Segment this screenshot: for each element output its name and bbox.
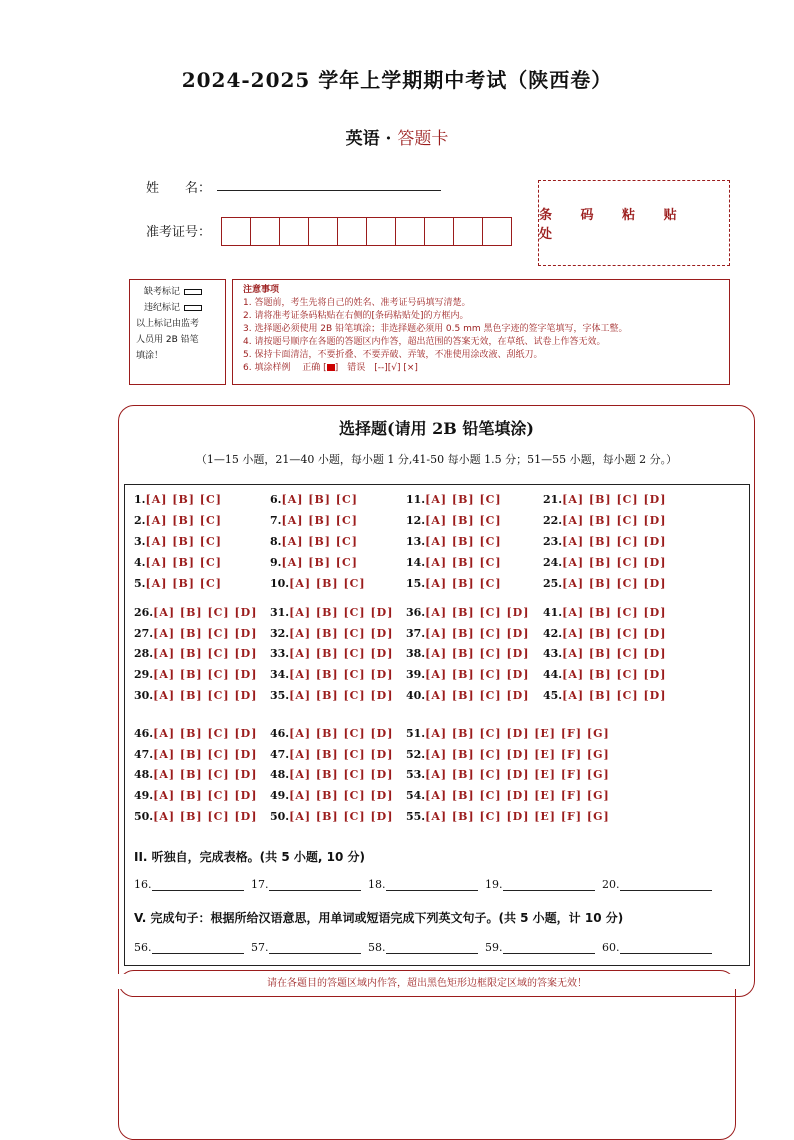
blank-num: 18.: [368, 878, 386, 891]
question-number: 39.: [406, 668, 426, 681]
answer-options[interactable]: [A] [B] [C] [D]: [153, 810, 258, 823]
choice-question[interactable]: [406, 493, 502, 506]
answer-blank[interactable]: [152, 941, 244, 954]
answer-options[interactable]: [A] [B] [C] [D]: [289, 748, 394, 761]
blank-num: 60.: [602, 941, 620, 954]
absent-mark-checkbox[interactable]: [184, 289, 202, 295]
question-number: 30.: [134, 689, 154, 702]
question-number: 29.: [134, 668, 154, 681]
choice-question[interactable]: [134, 810, 257, 823]
question-number: 48.: [270, 768, 290, 781]
notice-title: 注意事项: [243, 285, 280, 295]
notice-item: 3. 选择题必须使用 2B 铅笔填涂；非选择题必须用 0.5 mm 黑色字迹的签字笔填写，字体工整。: [243, 324, 628, 334]
answer-options[interactable]: [A] [B] [C] [D]: [153, 627, 258, 640]
choice-question[interactable]: [406, 810, 610, 823]
choice-question[interactable]: [134, 789, 257, 802]
answer-options[interactable]: [A] [B] [C] [D]: [289, 689, 394, 702]
answer-options[interactable]: [A] [B] [C]: [425, 556, 502, 569]
blank-num: 59.: [485, 941, 503, 954]
answer-options[interactable]: [A] [B] [C] [D]: [289, 768, 394, 781]
answer-blank[interactable]: [269, 878, 361, 891]
choice-question[interactable]: [406, 789, 610, 802]
choice-question[interactable]: [543, 627, 666, 640]
choice-question[interactable]: [134, 493, 222, 506]
notice-item: 5. 保持卡面清洁，不要折叠、不要弄破、弄皱，不准使用涂改液、刮纸刀。: [243, 350, 543, 360]
choice-question[interactable]: [406, 668, 529, 681]
answer-blank[interactable]: [386, 941, 478, 954]
choice-question[interactable]: [134, 627, 257, 640]
part2-blanks: [134, 878, 716, 891]
question-number: 37.: [406, 627, 426, 640]
part2-title: II. 听独自，完成表格。(共 5 小题, 10 分): [134, 850, 365, 864]
answer-options[interactable]: [A] [B] [C] [D]: [153, 789, 258, 802]
choice-question[interactable]: [134, 727, 257, 740]
absent-note-line: 以上标记由监考: [136, 319, 200, 329]
answer-blank[interactable]: [503, 878, 595, 891]
question-number: 42.: [543, 627, 563, 640]
answer-blank[interactable]: [386, 878, 478, 891]
blank-num: 57.: [251, 941, 269, 954]
id-digit-box[interactable]: [221, 217, 251, 246]
question-number: 11.: [406, 493, 426, 506]
next-section-frame: [118, 970, 736, 1140]
question-number: 49.: [134, 789, 154, 802]
answer-options[interactable]: [A] [B] [C] [D]: [562, 535, 667, 548]
subject-label: 英语: [345, 129, 380, 149]
answer-options[interactable]: [A] [B] [C]: [425, 493, 502, 506]
choice-question[interactable]: [406, 627, 529, 640]
question-number: 1.: [134, 493, 146, 506]
question-number: 54.: [406, 789, 426, 802]
answer-options[interactable]: [A] [B] [C]: [281, 493, 358, 506]
id-digit-box[interactable]: [250, 217, 280, 246]
answer-blank[interactable]: [503, 941, 595, 954]
choice-section-title: 选择题(请用 2B 铅笔填涂): [339, 419, 534, 438]
answer-blank[interactable]: [620, 878, 712, 891]
choice-question[interactable]: [270, 577, 366, 590]
answer-options[interactable]: [A] [B] [C]: [425, 514, 502, 527]
choice-section-note: （1—15 小题，21—40 小题，每小题 1 分,41-50 每小题 1.5 分；51—55 小题，每小题 2 分。）: [195, 453, 678, 466]
blank-num: 19.: [485, 878, 503, 891]
answer-options[interactable]: [A] [B] [C]: [281, 535, 358, 548]
answer-options[interactable]: [A] [B] [C] [D] [E] [F] [G]: [425, 727, 610, 740]
answer-options[interactable]: [A] [B] [C] [D]: [562, 627, 667, 640]
answer-options[interactable]: [A] [B] [C] [D]: [425, 689, 530, 702]
answer-options[interactable]: [A] [B] [C] [D]: [425, 606, 530, 619]
id-label: 准考证号：: [146, 225, 212, 240]
absent-note-line: 人员用 2B 铅笔: [136, 335, 199, 345]
question-number: 26.: [134, 606, 154, 619]
filled-sample-icon: [327, 364, 335, 371]
choice-question[interactable]: [270, 647, 393, 660]
choice-question[interactable]: [270, 668, 393, 681]
answer-options[interactable]: [A] [B] [C] [D]: [153, 727, 258, 740]
barcode-area: [538, 180, 730, 266]
choice-question[interactable]: [406, 556, 502, 569]
question-number: 22.: [543, 514, 563, 527]
choice-question[interactable]: [406, 768, 610, 781]
choice-question[interactable]: [406, 748, 610, 761]
blank-num: 58.: [368, 941, 386, 954]
question-number: 46.: [134, 727, 154, 740]
question-number: 10.: [270, 577, 290, 590]
choice-question[interactable]: [134, 647, 257, 660]
answer-blank[interactable]: [152, 878, 244, 891]
choice-question[interactable]: [270, 535, 358, 548]
question-number: 46.: [270, 727, 290, 740]
answer-options[interactable]: [A] [B] [C] [D]: [153, 748, 258, 761]
choice-question[interactable]: [270, 748, 393, 761]
question-number: 38.: [406, 647, 426, 660]
answer-options[interactable]: [A] [B] [C] [D]: [562, 606, 667, 619]
answer-options[interactable]: [A] [B] [C] [D]: [562, 668, 667, 681]
question-number: 13.: [406, 535, 426, 548]
card-subtitle: [0, 124, 794, 149]
question-number: 47.: [270, 748, 290, 761]
answer-options[interactable]: [A] [B] [C] [D]: [289, 647, 394, 660]
exam-title: 2024-2025 学年上学期期中考试（陕西卷）: [181, 68, 613, 92]
answer-area: [124, 484, 750, 966]
question-number: 15.: [406, 577, 426, 590]
answer-options[interactable]: [A] [B] [C] [D]: [425, 668, 530, 681]
answer-options[interactable]: [A] [B] [C] [D]: [153, 668, 258, 681]
question-number: 52.: [406, 748, 426, 761]
answer-options[interactable]: [A] [B] [C] [D]: [153, 768, 258, 781]
question-number: 23.: [543, 535, 563, 548]
question-number: 4.: [134, 556, 146, 569]
absent-note-line: 填涂！: [136, 351, 164, 361]
barcode-label: 条 码 粘 贴 处: [539, 208, 689, 242]
choice-question[interactable]: [543, 606, 666, 619]
blank-num: 20.: [602, 878, 620, 891]
answer-options[interactable]: [A] [B] [C]: [425, 577, 502, 590]
question-number: 47.: [134, 748, 154, 761]
answer-options[interactable]: [A] [B] [C]: [145, 493, 222, 506]
choice-question[interactable]: [406, 647, 529, 660]
answer-options[interactable]: [A] [B] [C] [D] [E] [F] [G]: [425, 810, 610, 823]
choice-question[interactable]: [406, 689, 529, 702]
question-number: 6.: [270, 493, 282, 506]
exam-id-boxes[interactable]: [222, 217, 512, 246]
blank-num: 17.: [251, 878, 269, 891]
choice-question[interactable]: [270, 789, 393, 802]
choice-question[interactable]: [543, 689, 666, 702]
question-number: 50.: [134, 810, 154, 823]
answer-blank[interactable]: [269, 941, 361, 954]
sample-prefix: 6. 填涂样例 正确 [: [243, 363, 327, 373]
question-number: 9.: [270, 556, 282, 569]
question-number: 3.: [134, 535, 146, 548]
answer-options[interactable]: [A] [B] [C] [D]: [289, 727, 394, 740]
question-number: 50.: [270, 810, 290, 823]
id-digit-box[interactable]: [453, 217, 483, 246]
footer-note: 请在各题目的答题区域内作答，超出黑色矩形边框限定区域的答案无效！: [118, 974, 736, 989]
question-number: 45.: [543, 689, 563, 702]
question-number: 8.: [270, 535, 282, 548]
part5-title: V. 完成句子：根据所给汉语意思，用单词或短语完成下列英文句子。(共 5 小题，计 10 分): [134, 911, 624, 925]
question-number: 12.: [406, 514, 426, 527]
choice-question[interactable]: [134, 668, 257, 681]
choice-question[interactable]: [270, 514, 358, 527]
question-number: 31.: [270, 606, 290, 619]
violation-label: 违纪标记: [144, 303, 181, 313]
answer-options[interactable]: [A] [B] [C]: [281, 514, 358, 527]
answer-options[interactable]: [A] [B] [C] [D] [E] [F] [G]: [425, 748, 610, 761]
id-digit-box[interactable]: [424, 217, 454, 246]
answer-options[interactable]: [A] [B] [C] [D]: [562, 493, 667, 506]
question-number: 32.: [270, 627, 290, 640]
answer-blank[interactable]: [620, 941, 712, 954]
answer-options[interactable]: [A] [B] [C] [D]: [289, 810, 394, 823]
question-number: 5.: [134, 577, 146, 590]
choice-question[interactable]: [134, 748, 257, 761]
choice-question[interactable]: [270, 689, 393, 702]
choice-question[interactable]: [543, 668, 666, 681]
answer-options[interactable]: [A] [B] [C] [D]: [289, 627, 394, 640]
id-digit-box[interactable]: [308, 217, 338, 246]
answer-options[interactable]: [A] [B] [C] [D]: [153, 647, 258, 660]
blank-num: 56.: [134, 941, 152, 954]
choice-question[interactable]: [270, 727, 393, 740]
choice-question[interactable]: [134, 577, 222, 590]
question-number: 35.: [270, 689, 290, 702]
absent-mark-box: [129, 279, 226, 385]
answer-options[interactable]: [A] [B] [C]: [145, 535, 222, 548]
notice-sample: [243, 362, 719, 375]
answer-options[interactable]: [A] [B] [C] [D]: [562, 556, 667, 569]
notice-item: 4. 请按题号顺序在各题的答题区内作答，超出范围的答案无效，在草纸、试卷上作答无效。: [243, 337, 606, 347]
question-number: 44.: [543, 668, 563, 681]
answer-options[interactable]: [A] [B] [C]: [425, 535, 502, 548]
choice-question[interactable]: [270, 493, 358, 506]
answer-options[interactable]: [A] [B] [C] [D]: [289, 606, 394, 619]
question-number: 14.: [406, 556, 426, 569]
choice-question[interactable]: [270, 627, 393, 640]
choice-question[interactable]: [134, 768, 257, 781]
subtitle-dot: ·: [385, 129, 392, 149]
id-digit-box[interactable]: [395, 217, 425, 246]
question-number: 2.: [134, 514, 146, 527]
answer-options[interactable]: [A] [B] [C]: [145, 577, 222, 590]
question-number: 33.: [270, 647, 290, 660]
choice-question[interactable]: [270, 768, 393, 781]
question-number: 40.: [406, 689, 426, 702]
question-number: 55.: [406, 810, 426, 823]
choice-question[interactable]: [134, 556, 222, 569]
id-digit-box[interactable]: [482, 217, 512, 246]
question-number: 28.: [134, 647, 154, 660]
question-number: 43.: [543, 647, 563, 660]
violation-mark-checkbox[interactable]: [184, 305, 202, 311]
choice-question[interactable]: [270, 606, 393, 619]
choice-question[interactable]: [270, 556, 358, 569]
question-number: 7.: [270, 514, 282, 527]
choice-question[interactable]: [270, 810, 393, 823]
question-number: 36.: [406, 606, 426, 619]
answer-options[interactable]: [A] [B] [C] [D]: [562, 689, 667, 702]
question-number: 48.: [134, 768, 154, 781]
name-input-line[interactable]: [217, 190, 441, 191]
sample-wrong: ] 错误 [--][√] [×]: [334, 363, 418, 373]
question-number: 25.: [543, 577, 563, 590]
question-number: 24.: [543, 556, 563, 569]
answer-options[interactable]: [A] [B] [C] [D] [E] [F] [G]: [425, 789, 610, 802]
answer-options[interactable]: [A] [B] [C] [D]: [562, 577, 667, 590]
choice-question[interactable]: [543, 647, 666, 660]
answer-options[interactable]: [A] [B] [C]: [289, 577, 366, 590]
question-number: 41.: [543, 606, 563, 619]
answer-options[interactable]: [A] [B] [C]: [281, 556, 358, 569]
choice-question[interactable]: [134, 514, 222, 527]
notice-box: [232, 279, 730, 385]
choice-question[interactable]: [134, 535, 222, 548]
answer-options[interactable]: [A] [B] [C] [D]: [153, 689, 258, 702]
answer-options[interactable]: [A] [B] [C] [D]: [562, 514, 667, 527]
choice-question[interactable]: [543, 514, 666, 527]
blank-num: 16.: [134, 878, 152, 891]
answer-options[interactable]: [A] [B] [C]: [145, 514, 222, 527]
notice-item: 2. 请将准考证条码粘贴在右侧的[条码粘贴处]的方框内。: [243, 311, 469, 321]
answer-options[interactable]: [A] [B] [C] [D]: [289, 789, 394, 802]
question-number: 27.: [134, 627, 154, 640]
name-label: 姓 名：: [146, 181, 212, 196]
choice-question[interactable]: [134, 606, 257, 619]
choice-question[interactable]: [543, 493, 666, 506]
choice-question[interactable]: [543, 577, 666, 590]
answer-options[interactable]: [A] [B] [C] [D]: [562, 647, 667, 660]
answer-options[interactable]: [A] [B] [C] [D] [E] [F] [G]: [425, 768, 610, 781]
answer-options[interactable]: [A] [B] [C] [D]: [425, 647, 530, 660]
answer-options[interactable]: [A] [B] [C] [D]: [425, 627, 530, 640]
choice-question[interactable]: [406, 577, 502, 590]
id-digit-box[interactable]: [279, 217, 309, 246]
answer-options[interactable]: [A] [B] [C]: [145, 556, 222, 569]
choice-question[interactable]: [134, 689, 257, 702]
question-number: 53.: [406, 768, 426, 781]
card-label: 答题卡: [397, 129, 449, 149]
question-number: 51.: [406, 727, 426, 740]
question-number: 34.: [270, 668, 290, 681]
id-digit-box[interactable]: [337, 217, 367, 246]
question-number: 21.: [543, 493, 563, 506]
choice-question[interactable]: [543, 535, 666, 548]
notice-item: 1. 答题前，考生先将自己的姓名、准考证号码填写清楚。: [243, 298, 471, 308]
choice-question[interactable]: [406, 514, 502, 527]
id-digit-box[interactable]: [366, 217, 396, 246]
answer-options[interactable]: [A] [B] [C] [D]: [289, 668, 394, 681]
choice-question[interactable]: [406, 606, 529, 619]
choice-question[interactable]: [406, 727, 610, 740]
choice-question[interactable]: [543, 556, 666, 569]
part5-blanks: [134, 941, 716, 954]
choice-question[interactable]: [406, 535, 502, 548]
absent-label: 缺考标记: [144, 287, 181, 297]
question-number: 49.: [270, 789, 290, 802]
answer-options[interactable]: [A] [B] [C] [D]: [153, 606, 258, 619]
